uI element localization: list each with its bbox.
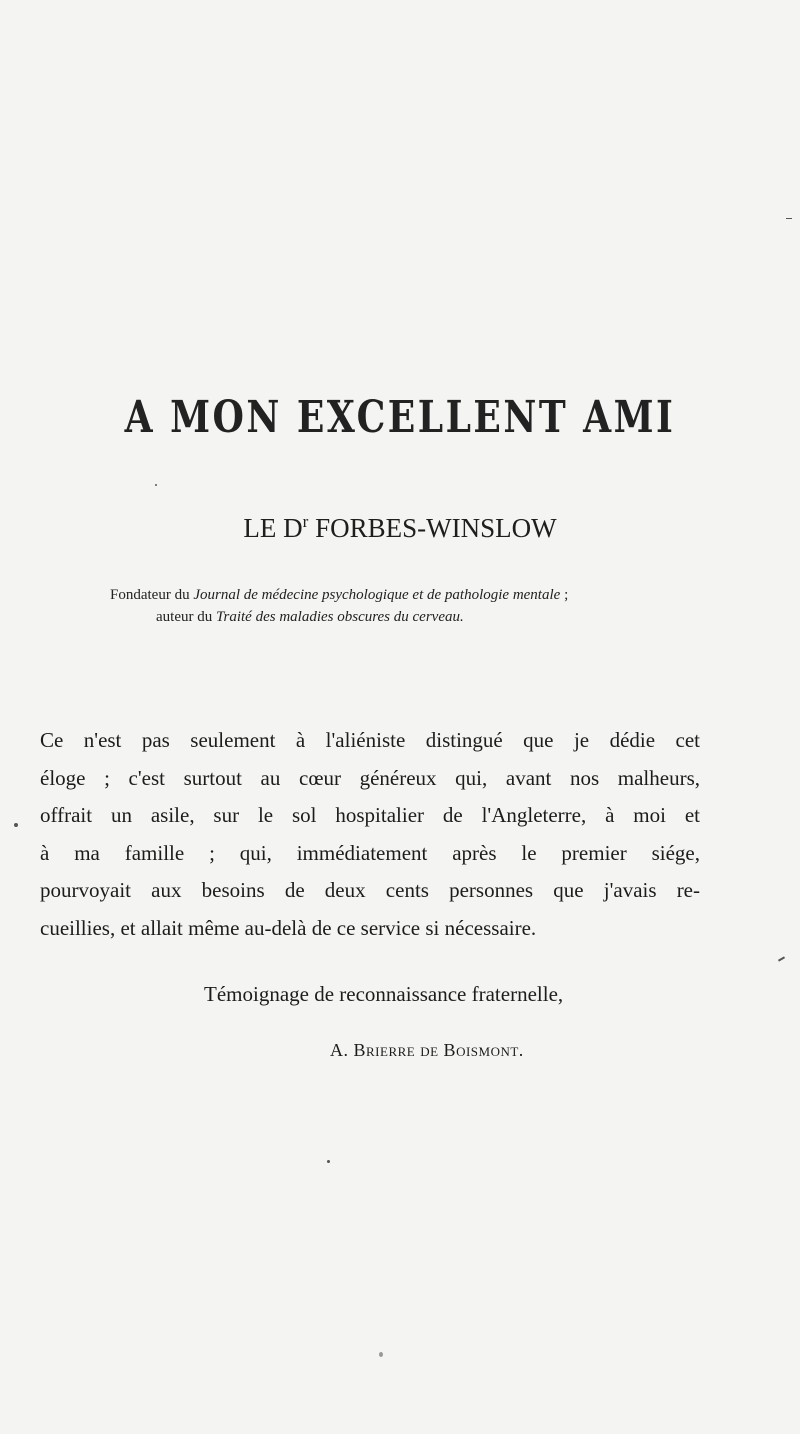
- body-line: éloge ; c'est surtout au cœur généreux qui, avant nos malheurs,: [40, 765, 700, 790]
- author-signature: A. Brierre de Boismont.: [330, 1040, 524, 1060]
- description-line-2: [110, 606, 710, 628]
- print-speck: [379, 1352, 383, 1357]
- print-speck: [327, 1160, 330, 1163]
- closing-line: Témoignage de reconnaissance fraternelle,: [204, 982, 564, 1006]
- recipient-name: FORBES-WINSLOW: [315, 513, 557, 543]
- dedication-title: A MON EXCELLENT AMI: [124, 392, 676, 443]
- print-speck: [778, 956, 785, 961]
- recipient-description: [110, 584, 710, 628]
- body-line: pourvoyait aux besoins de deux cents personnes que j'avais re-: [40, 878, 700, 902]
- print-speck: [14, 823, 18, 827]
- dedication-body: [40, 722, 700, 947]
- print-speck: [786, 218, 792, 219]
- recipient-prefix: LE D: [243, 513, 303, 543]
- body-line: cueillies, et allait même au-delà de ce service si nécessaire.: [40, 915, 537, 940]
- dedication-recipient: [0, 512, 800, 544]
- recipient-prefix-sup: r: [302, 512, 309, 531]
- description-text: Fondateur du: [110, 587, 194, 603]
- treatise-title: Traité des maladies obscures du cerveau.: [215, 609, 464, 625]
- body-line: offrait un asile, sur le sol hospitalier de l'Angleterre, à moi et: [40, 803, 700, 827]
- body-line: à ma famille ; qui, immédiatement après le premier siége,: [40, 840, 700, 865]
- description-text: auteur du: [156, 609, 216, 625]
- description-line-1: [110, 584, 710, 606]
- body-line: Ce n'est pas seulement à l'aliéniste distingué que je dédie cet: [40, 728, 700, 752]
- journal-title: Journal de médecine psychologique et de pathologie mentale: [193, 587, 561, 603]
- description-text: ;: [560, 587, 569, 603]
- print-speck: [155, 484, 157, 486]
